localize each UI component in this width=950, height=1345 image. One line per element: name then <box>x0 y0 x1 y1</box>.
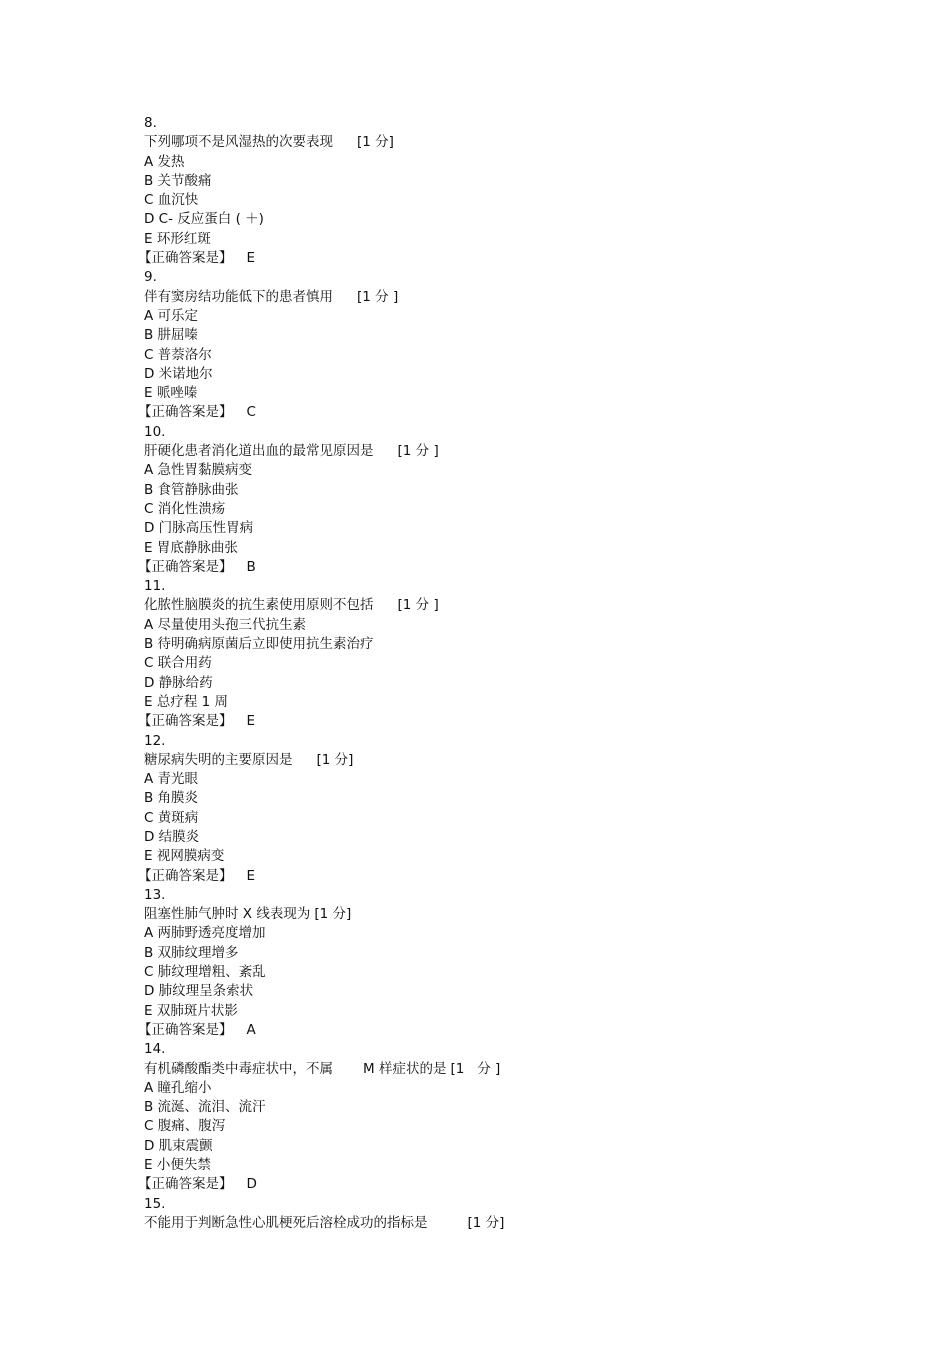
answer-line <box>138 712 844 731</box>
question-stem-line <box>144 288 844 307</box>
option-d: D 结膜炎 <box>144 828 200 845</box>
answer-label: 【正确答案是】 <box>138 404 233 421</box>
option-d: D 静脉给药 <box>144 674 213 691</box>
option-a: A 可乐定 <box>144 307 199 324</box>
question-stem: 不能用于判断急性心肌梗死后溶栓成功的指标是 <box>144 1214 428 1231</box>
option-c: C 消化性溃疡 <box>144 500 226 517</box>
option-c: C 黄斑病 <box>144 809 199 826</box>
answer-label: 【正确答案是】 <box>138 1021 233 1038</box>
option-b: B 角膜炎 <box>144 790 199 807</box>
question-score: [1 分] <box>314 906 352 923</box>
question-stem-line <box>144 596 844 615</box>
option-b: B 食管静脉曲张 <box>144 481 239 498</box>
question-number: 10. <box>144 423 166 440</box>
question-score: [1 分] <box>357 134 394 151</box>
option-a: A 发热 <box>144 153 185 170</box>
answer-value: E <box>246 713 256 730</box>
question-stem: 伴有窦房结功能低下的患者慎用 <box>144 288 333 305</box>
option-e: E 小便失禁 <box>144 1157 211 1174</box>
question-13 <box>138 886 844 1040</box>
question-9 <box>138 268 844 422</box>
option-a: A 瞳孔缩小 <box>144 1079 212 1096</box>
option-a: A 两肺野透亮度增加 <box>144 925 266 942</box>
question-stem-line <box>144 442 844 461</box>
question-stem-line <box>144 133 844 152</box>
option-e: E 胃底静脉曲张 <box>144 539 238 556</box>
answer-line <box>138 867 844 886</box>
option-e: E 视网膜病变 <box>144 848 225 865</box>
question-score: [1 分 ] <box>450 1060 501 1077</box>
question-stem-line <box>144 751 844 770</box>
option-d: D 门脉高压性胃病 <box>144 520 254 537</box>
option-b: B 肼屈嗪 <box>144 327 199 344</box>
question-number: 15. <box>144 1195 166 1212</box>
option-b: B 关节酸痛 <box>144 172 212 189</box>
option-b: B 双肺纹理增多 <box>144 944 239 961</box>
question-score: [1 分 ] <box>397 443 439 460</box>
question-score: [1 分] <box>316 751 354 768</box>
question-number: 11. <box>144 578 166 595</box>
answer-line <box>138 1021 844 1040</box>
question-stem-line <box>144 1060 844 1079</box>
answer-line <box>138 558 844 577</box>
question-stem-line <box>144 1214 844 1233</box>
answer-value: B <box>246 558 256 575</box>
option-d: D 肺纹理呈条索状 <box>144 983 254 1000</box>
answer-value: A <box>246 1021 256 1038</box>
question-score: [1 分 ] <box>397 597 439 614</box>
question-10 <box>138 423 844 577</box>
option-e: E 总疗程 1 周 <box>144 693 228 710</box>
exam-page <box>138 114 844 1233</box>
question-stem: 下列哪项不是风湿热的次要表现 <box>144 134 333 151</box>
option-a: A 急性胃黏膜病变 <box>144 462 253 479</box>
question-stem: 有机磷酸酯类中毒症状中，不属 M 样症状的是 <box>144 1060 447 1077</box>
question-number: 13. <box>144 886 166 903</box>
option-d: D 肌束震颤 <box>144 1137 213 1154</box>
option-b: B 待明确病原菌后立即使用抗生素治疗 <box>144 636 374 653</box>
option-c: C 联合用药 <box>144 655 212 672</box>
question-stem: 阻塞性肺气肿时 X 线表现为 <box>144 906 311 923</box>
answer-value: C <box>246 404 256 421</box>
option-e: E 哌唑嗪 <box>144 385 198 402</box>
question-15 <box>144 1195 844 1234</box>
question-number: 9. <box>144 269 157 286</box>
question-8 <box>138 114 844 268</box>
answer-label: 【正确答案是】 <box>138 558 233 575</box>
answer-label: 【正确答案是】 <box>138 867 233 884</box>
answer-line <box>138 1175 844 1194</box>
question-11 <box>138 577 844 731</box>
answer-value: E <box>246 867 256 884</box>
option-c: C 腹痛、腹泻 <box>144 1118 226 1135</box>
option-e: E 环形红斑 <box>144 230 211 247</box>
answer-line <box>138 403 844 422</box>
question-score: [1 分] <box>467 1214 505 1231</box>
question-stem: 肝硬化患者消化道出血的最常见原因是 <box>144 443 374 460</box>
question-number: 8. <box>144 115 157 131</box>
question-stem-line <box>144 905 844 924</box>
question-14 <box>138 1040 844 1194</box>
question-score: [1 分 ] <box>357 288 399 305</box>
answer-label: 【正确答案是】 <box>138 713 233 730</box>
option-c: C 血沉快 <box>144 192 199 209</box>
option-d: D 米诺地尔 <box>144 365 213 382</box>
answer-value: E <box>246 250 256 267</box>
option-d: D C- 反应蛋白 ( ＋) <box>144 211 264 228</box>
question-12 <box>138 732 844 886</box>
question-number: 12. <box>144 732 166 749</box>
option-a: A 尽量使用头孢三代抗生素 <box>144 616 307 633</box>
option-c: C 普萘洛尔 <box>144 346 212 363</box>
option-c: C 肺纹理增粗、紊乱 <box>144 964 266 981</box>
question-number: 14. <box>144 1041 166 1058</box>
question-stem: 糖尿病失明的主要原因是 <box>144 751 293 768</box>
answer-line <box>138 249 844 268</box>
answer-label: 【正确答案是】 <box>138 250 233 267</box>
option-a: A 青光眼 <box>144 771 199 788</box>
option-b: B 流涎、流泪、流汗 <box>144 1099 266 1116</box>
answer-label: 【正确答案是】 <box>138 1176 233 1193</box>
answer-value: D <box>246 1176 257 1193</box>
option-e: E 双肺斑片状影 <box>144 1002 238 1019</box>
question-stem: 化脓性脑膜炎的抗生素使用原则不包括 <box>144 597 374 614</box>
